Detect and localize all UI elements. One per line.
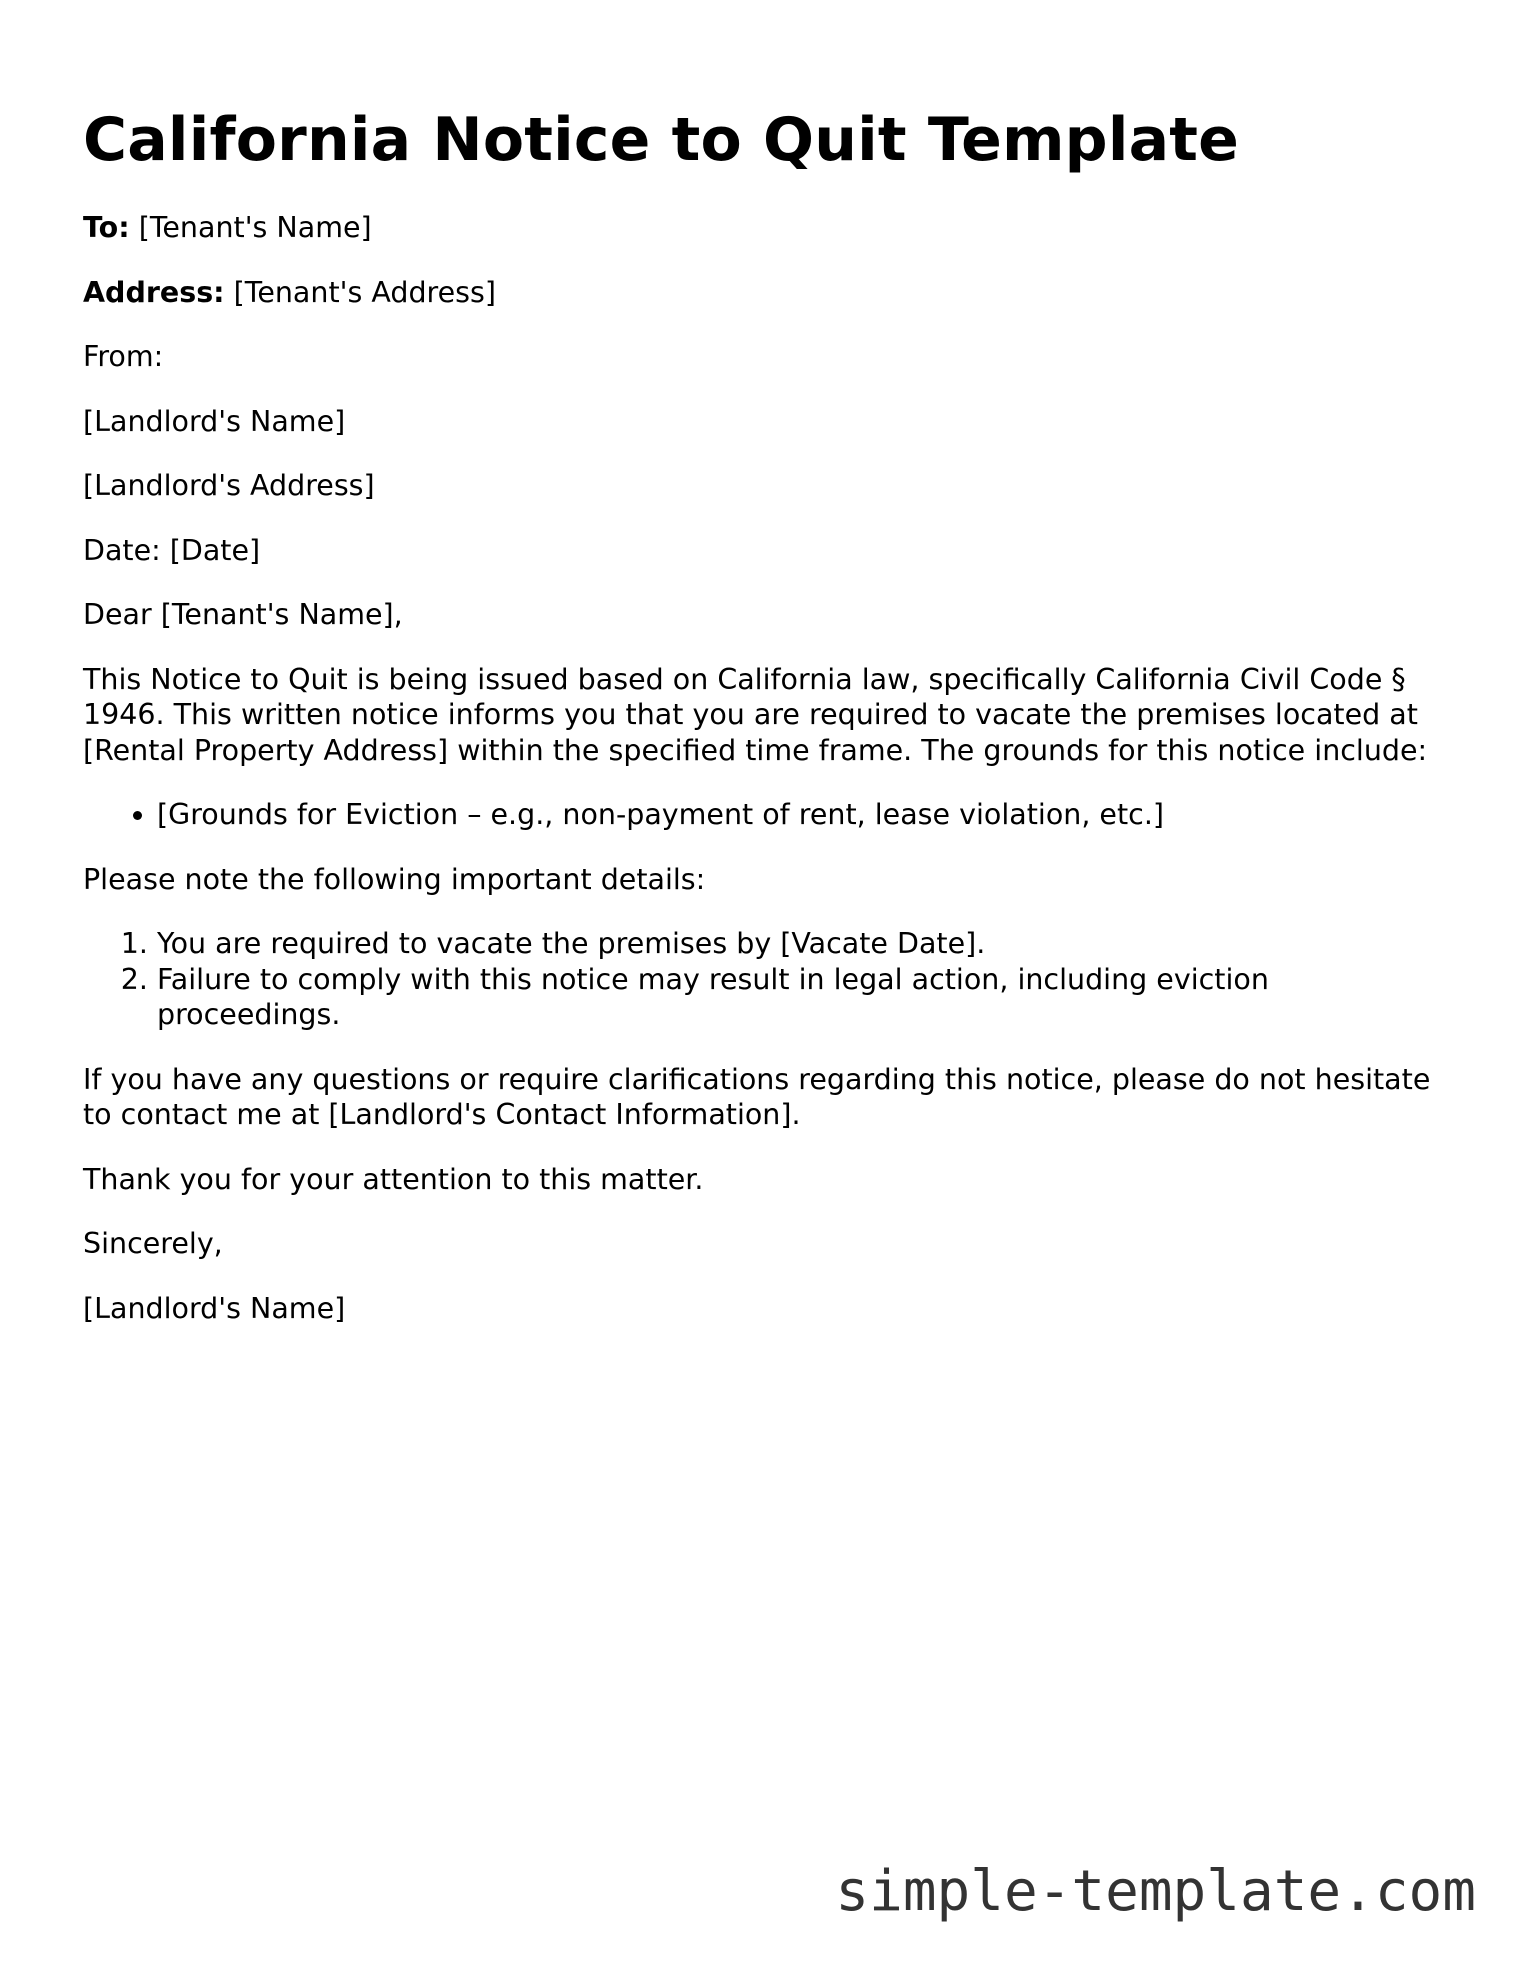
address-label: Address: (83, 275, 225, 309)
list-item: 2. Failure to comply with this notice may result in legal action, including eviction proceedings. (157, 962, 1443, 1033)
list-item: 1. You are required to vacate the premises by [Vacate Date]. (157, 926, 1443, 962)
document-page (83, 0, 1443, 1355)
closing: Sincerely, (83, 1227, 223, 1260)
landlord-name: [Landlord's Name] (83, 404, 346, 438)
grounds-list (83, 797, 1443, 833)
from-label: From: (83, 340, 164, 373)
landlord-address: [Landlord's Address] (83, 469, 375, 502)
details-intro: Please note the following important details: (83, 862, 706, 896)
salutation: Dear [Tenant's Name], (83, 598, 403, 631)
contact-paragraph: If you have any questions or require clarifications regarding this notice, please do not hesitate to contact me at [Landlord's Contact Information]. (83, 1062, 1431, 1131)
intro-paragraph: This Notice to Quit is being issued based on California law, specifically California Civil Code § 1946. This written notice informs you that you are required to vacate the premises located at [Rental Property Address] within the specified time frame. The grounds for this notice include: (83, 662, 1428, 767)
to-value: [Tenant's Name] (138, 211, 372, 244)
thanks-line: Thank you for your attention to this matter. (83, 1162, 704, 1196)
address-value: [Tenant's Address] (233, 275, 496, 309)
signature: [Landlord's Name] (83, 1291, 346, 1325)
details-list (83, 926, 1443, 1033)
list-item: • [Grounds for Eviction – e.g., non-payment of rent, lease violation, etc.] (157, 797, 1443, 833)
document-body (83, 210, 1443, 1326)
date-line: Date: [Date] (83, 533, 261, 567)
address-line (83, 275, 1443, 311)
to-line (83, 210, 1443, 246)
watermark: simple-template.com (835, 1859, 1476, 1924)
page-title: California Notice to Quit Template (83, 105, 1240, 175)
to-label: To: (83, 211, 130, 244)
